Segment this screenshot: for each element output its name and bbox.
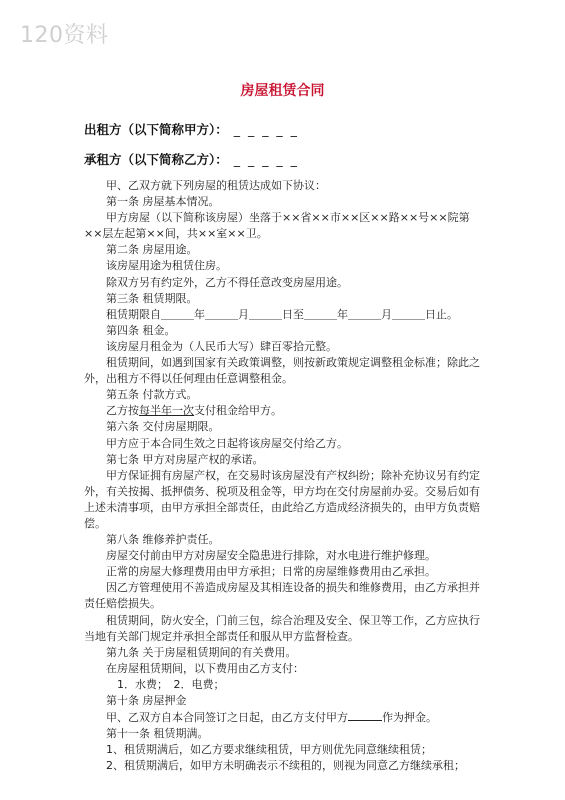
lessor-blank: _ _ _ _ _ xyxy=(233,122,299,137)
lessee-line xyxy=(84,150,299,168)
contract-body xyxy=(84,178,482,774)
clause-2-title: 第二条 房屋用途。 xyxy=(106,243,198,257)
clause-4-title: 第四条 租金。 xyxy=(106,323,176,337)
clause-10-text xyxy=(84,709,482,726)
clause-4-text-2: 租赁期间，如遇到国家有关政策调整，则按新政策规定调整租金标准；除此之外，出租方不得以任何理由任意调整租金。 xyxy=(84,356,480,386)
clause-8-text-4: 租赁期间，防火安全，门前三包，综合治理及安全、保卫等工作，乙方应执行当地有关部门规定并承担全部责任和服从甲方监督检查。 xyxy=(84,613,480,643)
deposit-blank xyxy=(348,709,382,721)
clause-5-text xyxy=(84,403,482,419)
clause-7-text: 甲方保证拥有房屋产权，在交易时该房屋没有产权纠纷；除补充协议另有约定外，有关按揭、抵押债务、税项及租金等，甲方均在交付房屋前办妥。交易后如有上述未清事项，由甲方承担全部责任，由此给乙方造成经济损失的，由甲方负责赔偿。 xyxy=(84,468,480,530)
clause-2-text-1: 该房屋用途为租赁住房。 xyxy=(106,259,227,273)
clause-11-title: 第十一条 租赁期满。 xyxy=(106,727,209,741)
clause-7-title: 第七条 甲方对房屋产权的承诺。 xyxy=(106,452,264,466)
clause-1-text: 甲方房屋（以下简称该房屋）坐落于××省××市××区××路××号××院第××层左起第××间，共××室××卫。 xyxy=(84,211,470,241)
clause-6-title: 第六条 交付房屋期限。 xyxy=(106,420,220,434)
clause-4-text-1: 该房屋月租金为（人民币大写）肆百零拾元整。 xyxy=(106,339,337,353)
watermark-text: 120资料 xyxy=(20,23,109,48)
clause-5-title: 第五条 付款方式。 xyxy=(106,388,198,402)
clause-1-title: 第一条 房屋基本情况。 xyxy=(106,195,220,209)
clause-9-items: 1．水费； 2．电费； xyxy=(117,677,225,691)
clause-9-text: 在房屋租赁期间，以下费用由乙方支付： xyxy=(106,661,304,675)
clause-10-pre: 甲、乙双方自本合同签订之日起，由乙方支付甲方 xyxy=(106,711,348,725)
clause-3-title: 第三条 租赁期限。 xyxy=(106,291,198,305)
clause-8-text-1: 房屋交付前由甲方对房屋安全隐患进行排除，对水电进行维护修理。 xyxy=(106,549,436,563)
lessee-blank: _ _ _ _ _ xyxy=(233,152,299,167)
clause-11-item-2: 2、租赁期满后，如甲方未明确表示不续租的，则视为同意乙方继续承租； xyxy=(106,759,465,773)
clause-10-title: 第十条 房屋押金 xyxy=(106,694,187,707)
intro-text: 甲、乙双方就下列房屋的租赁达成如下协议： xyxy=(106,179,326,192)
clause-5-post: 支付租金给甲方。 xyxy=(194,404,282,418)
clause-5-pre: 乙方按 xyxy=(106,404,139,418)
lessee-label: 承租方（以下简称乙方）： xyxy=(84,152,228,167)
clause-5-underlined: 每半年一次 xyxy=(139,404,194,418)
clause-3-text: 租赁期限自＿＿＿年＿＿＿月＿＿＿日至＿＿＿年＿＿＿月＿＿＿日止。 xyxy=(106,307,458,321)
lessor-line xyxy=(84,120,299,138)
clause-10-post: 作为押金。 xyxy=(382,711,437,725)
clause-9-title: 第九条 关于房屋租赁期间的有关费用。 xyxy=(106,645,297,659)
clause-2-text-2: 除双方另有约定外，乙方不得任意改变房屋用途。 xyxy=(106,275,348,289)
clause-8-title: 第八条 维修养护责任。 xyxy=(106,533,220,547)
lessor-label: 出租方（以下简称甲方）： xyxy=(84,122,228,137)
document-title: 房屋租赁合同 xyxy=(240,83,325,99)
clause-6-text: 甲方应于本合同生效之日起将该房屋交付给乙方。 xyxy=(106,436,348,450)
clause-11-item-1: 1、租赁期满后，如乙方要求继续租赁，甲方则优先同意继续租赁； xyxy=(106,743,432,757)
clause-8-text-3: 因乙方管理使用不善造成房屋及其相连设备的损失和维修费用，由乙方承担并责任赔偿损失。 xyxy=(84,581,480,611)
clause-8-text-2: 正常的房屋大修理费用由甲方承担；日常的房屋维修费用由乙承担。 xyxy=(106,565,436,579)
